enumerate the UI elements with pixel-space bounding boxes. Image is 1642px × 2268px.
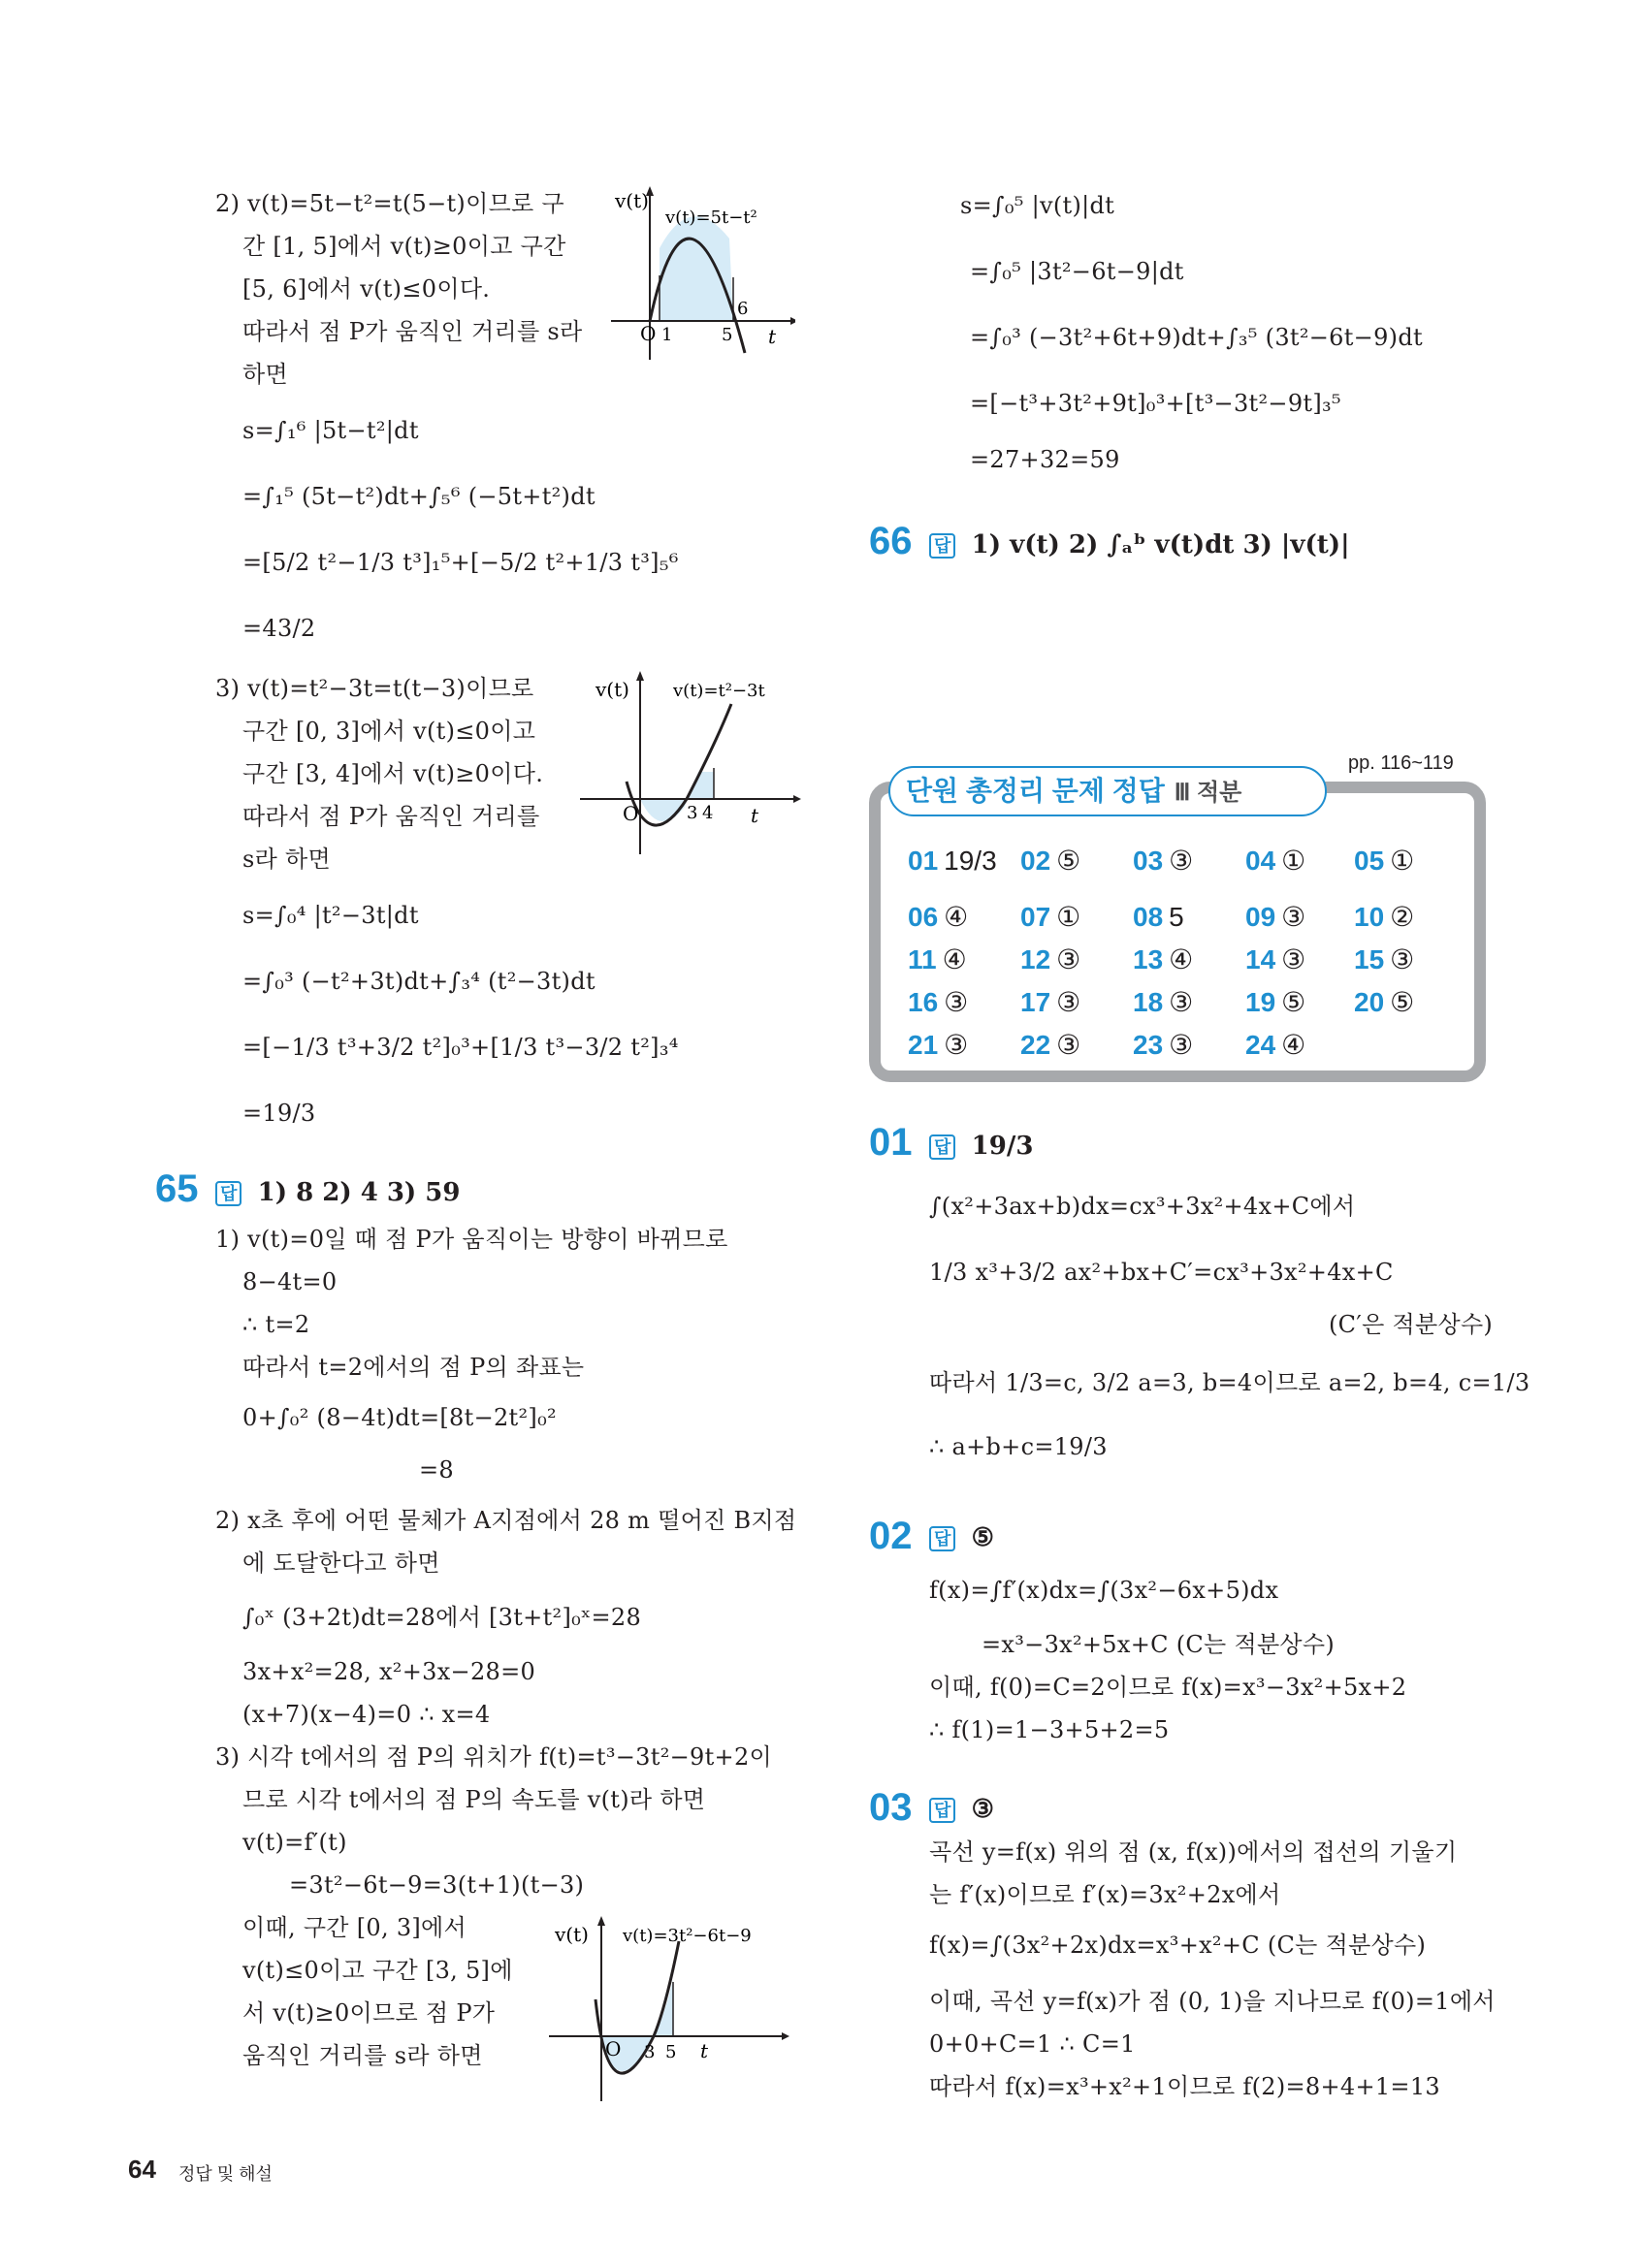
math-line: f(x)=∫(3x²+2x)dx=x³+x²+C (C는 적분상수) bbox=[929, 1932, 1427, 1959]
answer-item-number: 19 bbox=[1245, 987, 1276, 1017]
graph2-tick: 4 bbox=[702, 803, 714, 823]
answer-item bbox=[908, 900, 968, 935]
math-line: ∴ t=2 bbox=[242, 1311, 310, 1338]
math-line: =[5/2 t²−1/3 t³]₁⁵+[−5/2 t²+1/3 t³]₅⁶ bbox=[242, 549, 679, 576]
graph1-x-label: t bbox=[768, 325, 777, 348]
answer-item-number: 10 bbox=[1354, 902, 1385, 932]
answer-item bbox=[908, 1028, 968, 1063]
answer-item-value: ① bbox=[1281, 846, 1306, 876]
problem-answer: ⑤ bbox=[971, 1523, 994, 1552]
math-line: s=∫₀⁵ |v(t)|dt bbox=[960, 192, 1115, 219]
answer-item bbox=[1245, 844, 1305, 878]
answer-item-number: 01 bbox=[908, 846, 939, 876]
answer-item-value: ③ bbox=[1056, 987, 1081, 1017]
answer-item-number: 16 bbox=[908, 987, 939, 1017]
math-line: ∴ f(1)=1−3+5+2=5 bbox=[929, 1716, 1170, 1743]
math-line: 이때, f(0)=C=2이므로 f(x)=x³−3x²+5x+2 bbox=[929, 1674, 1407, 1701]
math-line: =∫₀³ (−3t²+6t+9)dt+∫₃⁵ (3t²−6t−9)dt bbox=[970, 324, 1423, 351]
graph2-y-label: v(t) bbox=[596, 678, 629, 701]
text-line: 므로 시각 t에서의 점 P의 속도를 v(t)라 하면 bbox=[242, 1786, 706, 1813]
problem-answer-header bbox=[929, 1518, 994, 1557]
text-line: 2) x초 후에 어떤 물체가 A지점에서 28 m 떨어진 B지점 bbox=[215, 1507, 797, 1534]
answer-item bbox=[1354, 900, 1414, 935]
math-line: 따라서 f(x)=x³+x²+1이므로 f(2)=8+4+1=13 bbox=[929, 2073, 1440, 2100]
page-number: 64 bbox=[128, 2155, 156, 2184]
problem-answer: ③ bbox=[971, 1795, 994, 1824]
math-line: =27+32=59 bbox=[970, 446, 1120, 473]
graph2-x-label: t bbox=[751, 804, 759, 827]
graph3-tick: 5 bbox=[665, 2042, 677, 2062]
graph2-tick: 3 bbox=[687, 803, 698, 823]
math-line: =[−1/3 t³+3/2 t²]₀³+[1/3 t³−3/2 t²]₃⁴ bbox=[242, 1034, 679, 1061]
math-line: =∫₁⁵ (5t−t²)dt+∫₅⁶ (−5t+t²)dt bbox=[242, 483, 596, 510]
math-line: =x³−3x²+5x+C (C는 적분상수) bbox=[982, 1631, 1336, 1658]
answer-item-value: ③ bbox=[1056, 1030, 1081, 1060]
answer-box-title bbox=[888, 766, 1327, 816]
text-line: 따라서 점 P가 움직인 거리를 bbox=[242, 803, 540, 830]
text-line: 서 v(t)≥0이므로 점 P가 bbox=[242, 1999, 496, 2027]
answer-item-number: 05 bbox=[1354, 846, 1385, 876]
answer-item-value: ① bbox=[1056, 902, 1081, 932]
graph2-origin: O bbox=[623, 802, 639, 825]
answer-item-number: 15 bbox=[1354, 944, 1385, 974]
answer-item-value: ⑤ bbox=[1056, 846, 1081, 876]
graph-velocity-1 bbox=[601, 180, 795, 365]
answer-item bbox=[1245, 900, 1305, 935]
answer-item bbox=[1245, 1028, 1305, 1063]
math-line: =19/3 bbox=[242, 1100, 316, 1127]
math-line: 3x+x²=28, x²+3x−28=0 bbox=[242, 1658, 536, 1685]
math-line: 1/3 x³+3/2 ax²+bx+C′=cx³+3x²+4x+C bbox=[929, 1259, 1394, 1286]
answer-item-value: ③ bbox=[1169, 846, 1194, 876]
text-line: v(t)≤0이고 구간 [3, 5]에 bbox=[242, 1957, 513, 1984]
graph1-curve-label: v(t)=5t−t² bbox=[665, 208, 757, 228]
problem-answer-header bbox=[929, 1790, 994, 1829]
problem-number: 65 bbox=[155, 1167, 199, 1210]
answer-item bbox=[1020, 900, 1080, 935]
text-line: 이때, 구간 [0, 3]에서 bbox=[242, 1914, 467, 1941]
answer-item-number: 02 bbox=[1020, 846, 1051, 876]
answer-item bbox=[1133, 1028, 1193, 1063]
answer-item bbox=[1020, 942, 1080, 977]
math-line: ∴ a+b+c=19/3 bbox=[929, 1433, 1108, 1460]
answer-item bbox=[1133, 942, 1193, 977]
math-line: (x+7)(x−4)=0 ∴ x=4 bbox=[242, 1701, 491, 1728]
answer-item bbox=[1133, 844, 1193, 878]
graph3-origin: O bbox=[605, 2037, 622, 2060]
answer-item-number: 18 bbox=[1133, 987, 1164, 1017]
answer-item bbox=[908, 942, 967, 977]
answer-item bbox=[1020, 1028, 1080, 1063]
answer-item bbox=[1020, 985, 1080, 1020]
graph3-tick: 3 bbox=[644, 2042, 656, 2062]
problem-number: 03 bbox=[869, 1786, 913, 1829]
answer-badge: 답 bbox=[929, 1526, 955, 1551]
text-line: 간 [1, 5]에서 v(t)≥0이고 구간 bbox=[242, 233, 566, 260]
answer-item-number: 12 bbox=[1020, 944, 1051, 974]
answer-item-value: ③ bbox=[1390, 944, 1415, 974]
answer-item-value: ⑤ bbox=[1281, 987, 1306, 1017]
answer-item-value: ④ bbox=[944, 902, 969, 932]
answer-item bbox=[1354, 942, 1414, 977]
problem-answer-header bbox=[929, 526, 1350, 564]
text-line: 따라서 t=2에서의 점 P의 좌표는 bbox=[242, 1354, 585, 1381]
text-line: 곡선 y=f(x) 위의 점 (x, f(x))에서의 접선의 기울기 bbox=[929, 1838, 1458, 1866]
answer-item-value: ③ bbox=[1169, 987, 1194, 1017]
footer-section-label: 정답 및 해설 bbox=[178, 2164, 273, 2184]
math-line: =3t²−6t−9=3(t+1)(t−3) bbox=[289, 1871, 585, 1899]
answer-item-number: 14 bbox=[1245, 944, 1276, 974]
graph3-curve-label: v(t)=3t²−6t−9 bbox=[623, 1926, 752, 1946]
answer-item-value: ③ bbox=[944, 1030, 969, 1060]
answer-item-value: ④ bbox=[1169, 944, 1194, 974]
answer-item-value: ④ bbox=[942, 944, 967, 974]
answer-item-number: 22 bbox=[1020, 1030, 1051, 1060]
answer-item-value: ③ bbox=[1056, 944, 1081, 974]
answer-badge: 답 bbox=[929, 1134, 955, 1160]
answer-item bbox=[908, 985, 968, 1020]
answer-badge: 답 bbox=[929, 533, 955, 559]
graph3-x-label: t bbox=[700, 2039, 709, 2062]
text-line: 따라서 점 P가 움직인 거리를 s라 bbox=[242, 318, 583, 345]
answer-item-value: ③ bbox=[1281, 944, 1306, 974]
answer-item bbox=[1133, 900, 1184, 935]
answer-item-value: ③ bbox=[1169, 1030, 1194, 1060]
math-line: ∫₀ˣ (3+2t)dt=28에서 [3t+t²]₀ˣ=28 bbox=[242, 1604, 642, 1631]
problem-answer-header bbox=[215, 1173, 460, 1212]
problem-number: 66 bbox=[869, 520, 913, 562]
problem-answer: 1) v(t) 2) ∫ₐᵇ v(t)dt 3) |v(t)| bbox=[971, 530, 1350, 559]
answer-item-value: ⑤ bbox=[1390, 987, 1415, 1017]
text-line: 구간 [0, 3]에서 v(t)≤0이고 bbox=[242, 718, 536, 745]
answer-item-value: ① bbox=[1390, 846, 1415, 876]
text-line: 3) v(t)=t²−3t=t(t−3)이므로 bbox=[215, 675, 534, 702]
answer-item-number: 21 bbox=[908, 1030, 939, 1060]
answer-item-number: 13 bbox=[1133, 944, 1164, 974]
math-line: s=∫₀⁴ |t²−3t|dt bbox=[242, 902, 419, 929]
answer-item bbox=[1245, 985, 1305, 1020]
text-line: 2) v(t)=5t−t²=t(5−t)이므로 구 bbox=[215, 190, 564, 217]
problem-answer: 19/3 bbox=[971, 1132, 1034, 1161]
answer-item-number: 06 bbox=[908, 902, 939, 932]
answer-item-value: ③ bbox=[944, 987, 969, 1017]
answer-box-title-text: 단원 총정리 문제 정답 bbox=[906, 776, 1165, 806]
text-line: 이때, 곡선 y=f(x)가 점 (0, 1)을 지나므로 f(0)=1에서 bbox=[929, 1988, 1496, 2015]
answer-item-number: 09 bbox=[1245, 902, 1276, 932]
answer-item-number: 17 bbox=[1020, 987, 1051, 1017]
answer-item-value: ④ bbox=[1281, 1030, 1306, 1060]
text-line: (C′은 적분상수) bbox=[1329, 1311, 1494, 1338]
math-line: ∫(x²+3ax+b)dx=cx³+3x²+4x+C에서 bbox=[929, 1193, 1356, 1220]
math-line: =∫₀⁵ |3t²−6t−9|dt bbox=[970, 258, 1184, 285]
text-line: [5, 6]에서 v(t)≤0이다. bbox=[242, 275, 491, 303]
math-line: =8 bbox=[419, 1456, 454, 1484]
text-line: s라 하면 bbox=[242, 846, 331, 873]
math-line: v(t)=f′(t) bbox=[242, 1829, 347, 1856]
problem-number: 02 bbox=[869, 1515, 913, 1557]
math-line: 0+∫₀² (8−4t)dt=[8t−2t²]₀² bbox=[242, 1404, 557, 1431]
math-line: 8−4t=0 bbox=[242, 1268, 338, 1295]
answer-item-number: 04 bbox=[1245, 846, 1276, 876]
answer-item bbox=[1354, 985, 1414, 1020]
math-line: =[−t³+3t²+9t]₀³+[t³−3t²−9t]₃⁵ bbox=[970, 390, 1341, 417]
graph-velocity-2 bbox=[580, 665, 803, 859]
graph1-y-label: v(t) bbox=[615, 189, 649, 212]
answer-item-value: 19/3 bbox=[944, 846, 997, 876]
math-line: s=∫₁⁶ |5t−t²|dt bbox=[242, 417, 419, 444]
answer-item bbox=[1133, 985, 1193, 1020]
math-line: 따라서 1/3=c, 3/2 a=3, b=4이므로 a=2, b=4, c=1/3 bbox=[929, 1369, 1530, 1396]
answer-item bbox=[1020, 844, 1080, 878]
problem-number: 01 bbox=[869, 1121, 913, 1164]
text-line: 구간 [3, 4]에서 v(t)≥0이다. bbox=[242, 760, 544, 787]
math-line: 0+0+C=1 ∴ C=1 bbox=[929, 2030, 1136, 2058]
answer-badge: 답 bbox=[215, 1181, 241, 1206]
answer-box-pages: pp. 116~119 bbox=[1348, 752, 1454, 774]
answer-item bbox=[1245, 942, 1305, 977]
graph1-tick: 1 bbox=[661, 325, 673, 345]
graph-velocity-3 bbox=[549, 1912, 801, 2106]
answer-item-value: 5 bbox=[1169, 902, 1184, 932]
answer-item-number: 11 bbox=[908, 944, 937, 974]
graph1-origin: O bbox=[640, 322, 657, 345]
graph1-tick: 6 bbox=[737, 299, 749, 319]
answer-badge: 답 bbox=[929, 1798, 955, 1823]
text-line: 움직인 거리를 s라 하면 bbox=[242, 2042, 483, 2069]
answer-item-number: 20 bbox=[1354, 987, 1385, 1017]
problem-answer: 1) 8 2) 4 3) 59 bbox=[257, 1178, 461, 1207]
text-line: 하면 bbox=[242, 361, 288, 388]
answer-box-subtitle: Ⅲ 적분 bbox=[1174, 780, 1242, 806]
graph2-curve-label: v(t)=t²−3t bbox=[673, 681, 765, 701]
answer-item bbox=[1354, 844, 1414, 878]
answer-item-value: ② bbox=[1390, 902, 1415, 932]
text-line: 1) v(t)=0일 때 점 P가 움직이는 방향이 바뀌므로 bbox=[215, 1226, 728, 1253]
answer-item-number: 03 bbox=[1133, 846, 1164, 876]
math-line: =∫₀³ (−t²+3t)dt+∫₃⁴ (t²−3t)dt bbox=[242, 968, 596, 995]
graph1-tick: 5 bbox=[722, 325, 733, 345]
text-line: 3) 시각 t에서의 점 P의 위치가 f(t)=t³−3t²−9t+2이 bbox=[215, 1743, 772, 1771]
problem-answer-header bbox=[929, 1127, 1033, 1166]
answer-item-value: ③ bbox=[1281, 902, 1306, 932]
answer-item bbox=[908, 844, 997, 878]
answer-item-number: 24 bbox=[1245, 1030, 1276, 1060]
text-line: 에 도달한다고 하면 bbox=[242, 1549, 440, 1577]
answer-item-number: 08 bbox=[1133, 902, 1164, 932]
answer-item-number: 07 bbox=[1020, 902, 1051, 932]
text-line: 는 f′(x)이므로 f′(x)=3x²+2x에서 bbox=[929, 1881, 1281, 1908]
answer-item-number: 23 bbox=[1133, 1030, 1164, 1060]
math-line: =43/2 bbox=[242, 615, 316, 642]
math-line: f(x)=∫f′(x)dx=∫(3x²−6x+5)dx bbox=[929, 1577, 1279, 1604]
graph3-y-label: v(t) bbox=[555, 1923, 589, 1946]
